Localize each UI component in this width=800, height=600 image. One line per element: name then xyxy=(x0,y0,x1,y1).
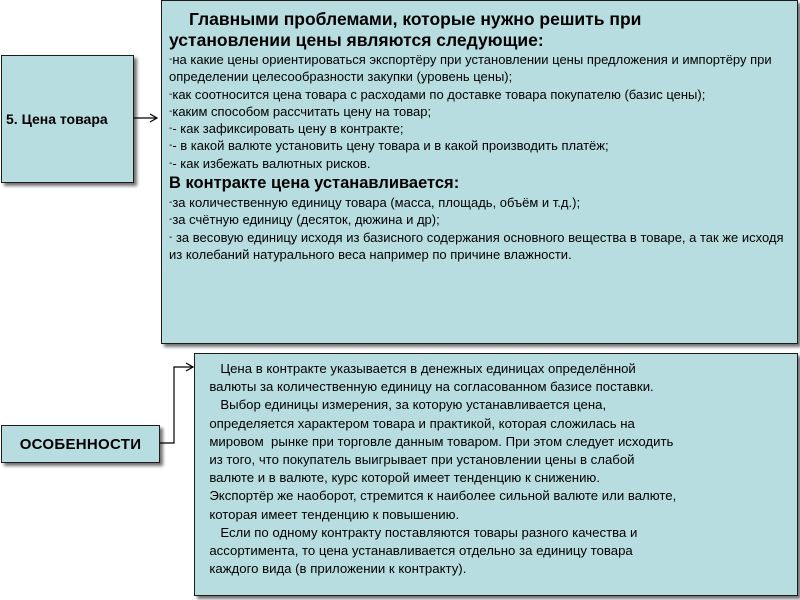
features-text-line: Цена в контракте указывается в денежных единицах определённой xyxy=(202,361,636,376)
contract-price-item-text: за весовую единицу исходя из базисного содержания основного вещества в товаре, а так же исходя из колебаний натурального веса например по причине влажности. xyxy=(169,229,784,262)
list-bullet: - xyxy=(169,197,173,209)
problem-item xyxy=(169,86,789,103)
list-bullet: - xyxy=(169,54,173,65)
arrow-to-problems-panel xyxy=(134,112,164,124)
pricing-problems-panel xyxy=(161,0,798,344)
problems-heading-line2: установлении цены являются следующие: xyxy=(169,30,544,50)
problem-item-text: каким способом рассчитать цену на товар; xyxy=(172,103,432,119)
label-price-of-goods-text: 5. Цена товара xyxy=(6,111,108,127)
features-text-line: Экспортёр же наоборот, стремится к наиболее сильной валюте или валюте, xyxy=(202,488,677,504)
label-price-of-goods xyxy=(1,55,134,183)
problem-item xyxy=(169,103,789,120)
contract-price-item-text: за счётную единицу (десяток, дюжина и др); xyxy=(172,212,440,228)
features-text xyxy=(202,360,789,578)
features-panel xyxy=(194,353,798,596)
list-bullet: - xyxy=(169,157,173,169)
features-text-line: определяется характером товара и практикой, которая сложилась на xyxy=(202,415,635,431)
features-text-line: Если по одному контракту поставляются товары разного качества и xyxy=(202,524,638,540)
features-text-line: валюте и в валюте, курс которой имеет тенденцию к снижению. xyxy=(202,470,600,486)
features-text-line: из того, что покупатель выигрывает при установлении цены в слабой xyxy=(202,452,635,468)
list-bullet: - xyxy=(169,105,173,117)
problem-item xyxy=(169,51,789,86)
contract-price-item-text: за количественную единицу товара (масса, площадь, объём и т.д.); xyxy=(172,195,581,211)
problem-item-text: - как зафиксировать цену в контракте; xyxy=(172,121,404,137)
problem-item xyxy=(169,155,789,172)
problems-list xyxy=(169,51,789,172)
problem-item-text: на какие цены ориентироваться экспортёру при установлении цены предложения и импортёру при определении целесообразности закупки (уровень цены); xyxy=(169,52,772,85)
problem-item xyxy=(169,120,789,137)
list-bullet: - xyxy=(169,123,173,135)
contract-price-list xyxy=(169,194,789,263)
problems-heading-line1: Главными проблемами, которые нужно решить при xyxy=(189,9,642,29)
features-text-line: мировом рынке при торговле данным товаром. При этом следует исходить xyxy=(202,433,674,449)
label-features-text: ОСОБЕННОСТИ xyxy=(19,435,142,453)
list-bullet: - xyxy=(169,214,173,226)
list-bullet: - xyxy=(169,88,173,100)
features-text-line: Выбор единицы измерения, за которую устанавливается цена, xyxy=(202,397,607,413)
problem-item-text: - в какой валюте установить цену товара и в какой производить платёж; xyxy=(172,138,609,154)
label-features xyxy=(1,425,160,463)
features-text-line: ассортимента, то цена устанавливается отдельно за единицу товара xyxy=(202,543,633,559)
list-bullet: - xyxy=(169,140,173,152)
features-text-line: которая имеет тенденцию к повышению. xyxy=(202,506,460,522)
problem-item xyxy=(169,137,789,154)
features-text-line: валюты за количественную единицу на согласованном базисе поставки. xyxy=(202,379,654,395)
contract-price-item xyxy=(169,211,789,228)
features-text-line: каждого вида (в приложении к контракту). xyxy=(202,561,467,577)
contract-price-item xyxy=(169,229,789,264)
contract-price-subheading: В контракте цена устанавливается: xyxy=(169,174,460,193)
contract-price-item xyxy=(169,194,789,211)
list-bullet: - xyxy=(169,231,173,243)
problem-item-text: - как избежать валютных рисков. xyxy=(172,155,371,171)
arrow-to-features-panel xyxy=(160,362,196,448)
problem-item-text: как соотносится цена товара с расходами по доставке товара покупателю (базис цены); xyxy=(172,86,706,102)
